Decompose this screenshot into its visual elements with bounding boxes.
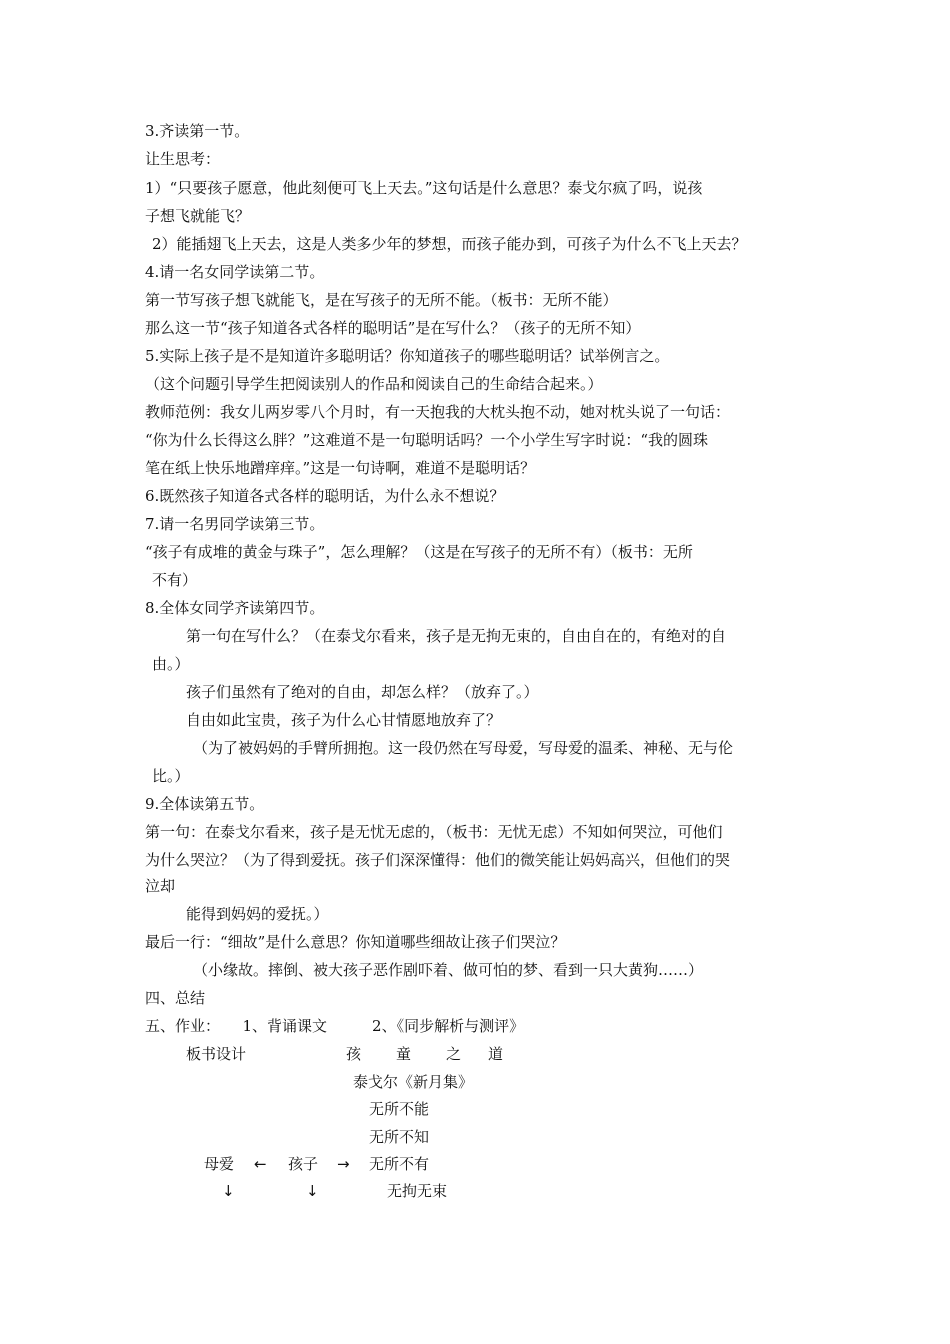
teacher-example-line-3: 笔在纸上快乐地蹭痒痒。”这是一句诗啊，难道不是聪明话？	[145, 459, 536, 477]
step-7: 7.请一名男同学读第三节。	[145, 515, 325, 533]
step-9: 9.全体读第五节。	[145, 795, 265, 813]
question-1-line-2: 子想飞就能飞？	[145, 207, 251, 225]
board-title-char: 之	[446, 1045, 462, 1063]
arrow-right-icon: →	[337, 1155, 350, 1173]
arrow-down-icon: ↓	[306, 1182, 319, 1200]
paragraph-line: 为什么哭泣？（为了得到爱抚。孩子们深深懂得：他们的微笑能让妈妈高兴，但他们的哭	[145, 851, 731, 869]
paragraph-line: 第一节写孩子想飞就能飞，是在写孩子的无所不能。（板书：无所不能）	[145, 291, 618, 309]
paragraph-line: 比。）	[152, 767, 190, 785]
arrow-left-icon: ←	[254, 1155, 267, 1173]
arrow-down-icon: ↓	[222, 1182, 235, 1200]
board-item: 无所不知	[369, 1128, 430, 1146]
step-8: 8.全体女同学齐读第四节。	[145, 599, 325, 617]
paragraph-line: 自由如此宝贵，孩子为什么心甘情愿地放弃了？	[186, 711, 502, 729]
step-4: 4.请一名女同学读第二节。	[145, 263, 325, 281]
board-item: 无所不能	[369, 1100, 430, 1118]
step-5: 5.实际上孩子是不是知道许多聪明话？你知道孩子的哪些聪明话？试举例言之。	[145, 347, 670, 365]
paragraph-line: 第一句：在泰戈尔看来，孩子是无忧无虑的，（板书：无忧无虑）不知如何哭泣，可他们	[145, 823, 723, 841]
paragraph-line: “孩子有成堆的黄金与珠子”，怎么理解？（这是在写孩子的无所不有）（板书：无所	[145, 543, 693, 561]
teacher-example-line-2: “你为什么长得这么胖？”这难道不是一句聪明话吗？一个小学生写字时说：“我的圆珠	[145, 431, 709, 449]
paragraph-line: 泣却	[145, 877, 176, 895]
paragraph-line: 能得到妈妈的爱抚。）	[186, 905, 329, 923]
paragraph-line: 第一句在写什么？（在泰戈尔看来，孩子是无拘无束的，自由自在的，有绝对的自	[186, 627, 727, 645]
section-homework: 五、作业： 1、背诵课文 2、《同步解析与测评》	[145, 1017, 525, 1035]
paragraph-line: 那么这一节“孩子知道各式各样的聪明话”是在写什么？（孩子的无所不知）	[145, 319, 641, 337]
step-6: 6.既然孩子知道各式各样的聪明话，为什么永不想说？	[145, 487, 505, 505]
board-source: 泰戈尔《新月集》	[353, 1073, 474, 1091]
section-summary: 四、总结	[145, 989, 206, 1007]
paragraph-line: （这个问题引导学生把阅读别人的作品和阅读自己的生命结合起来。）	[145, 375, 603, 393]
board-item: 无拘无束	[387, 1182, 448, 1200]
board-title-char: 孩	[346, 1045, 362, 1063]
prompt-think: 让生思考：	[145, 150, 221, 168]
question-2: 2）能插翅飞上天去，这是人类多少年的梦想，而孩子能办到，可孩子为什么不飞上天去？	[152, 235, 747, 253]
paragraph-line: （为了被妈妈的手臂所拥抱。这一段仍然在写母爱，写母爱的温柔、神秘、无与伦	[193, 739, 734, 757]
board-child: 孩子	[288, 1155, 319, 1173]
board-item: 无所不有	[369, 1155, 430, 1173]
board-title-char: 童	[396, 1045, 412, 1063]
paragraph-line: 不有）	[152, 571, 198, 589]
question-1-line-1: 1）“只要孩子愿意，他此刻便可飞上天去。”这句话是什么意思？泰戈尔疯了吗，说孩	[145, 179, 703, 197]
teacher-example-line-1: 教师范例：我女儿两岁零八个月时，有一天抱我的大枕头抱不动，她对枕头说了一句话：	[145, 403, 731, 421]
paragraph-line: 由。）	[152, 655, 190, 673]
board-mother: 母爱	[204, 1155, 235, 1173]
board-label: 板书设计	[186, 1045, 247, 1063]
paragraph-line: 最后一行：“细故”是什么意思？你知道哪些细故让孩子们哭泣？	[145, 933, 566, 951]
paragraph-line: 孩子们虽然有了绝对的自由，却怎么样？（放弃了。）	[186, 683, 539, 701]
step-3: 3.齐读第一节。	[145, 122, 250, 140]
board-title-char: 道	[488, 1045, 504, 1063]
paragraph-line: （小缘故。摔倒、被大孩子恶作剧吓着、做可怕的梦、看到一只大黄狗……）	[193, 961, 704, 979]
